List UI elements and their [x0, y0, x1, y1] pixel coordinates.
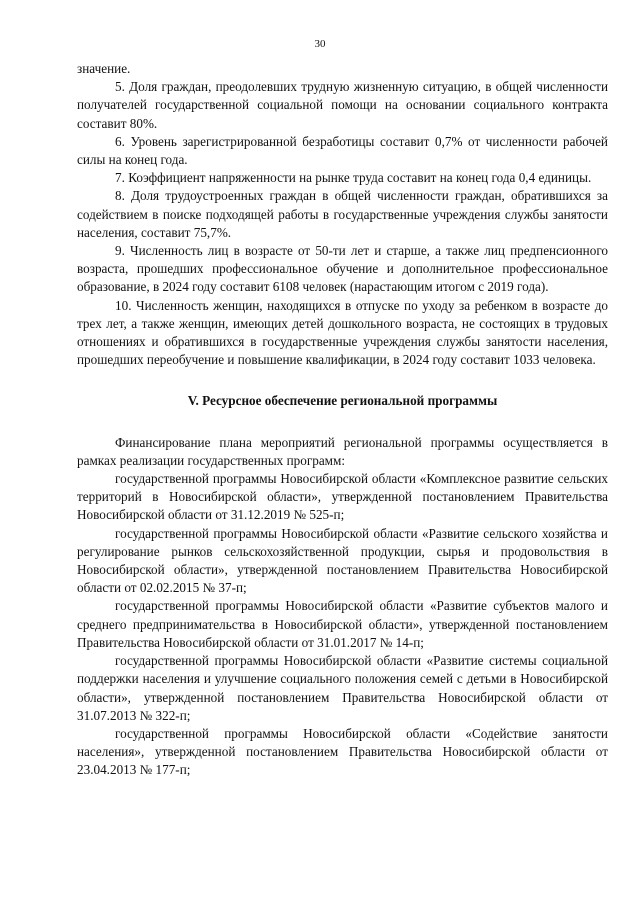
paragraph-item-7: 7. Коэффициент напряженности на рынке труда составит на конец года 0,4 единицы.: [115, 170, 592, 186]
paragraph-program-agriculture: государственной программы Новосибирской области «Развитие сельского хозяйства и регулирование рынков сельскохозяйственной продукции, сырья и продовольствия в Новосибирской области», утвержденной постановлением Правительства Новосибирской области от 02.02.2015 № 37-п;: [77, 525, 608, 596]
paragraph-item-5: 5. Доля граждан, преодолевших трудную жизненную ситуацию, в общей численности получателей государственной социальной помощи на основании социального контракта составит 80%.: [77, 79, 608, 131]
page-number: 30: [314, 38, 326, 50]
paragraph-program-employment: государственной программы Новосибирской области «Содействие занятости населения», утвержденной постановлением Правительства Новосибирской области от 23.04.2013 № 177-п;: [77, 725, 608, 778]
paragraph-item-10: 10. Численность женщин, находящихся в отпуске по уходу за ребенком в возрасте до трех лет, а также женщин, имеющих детей дошкольного возраста, не состоящих в трудовых отношениях и обратившихся в государственные учреждения службы занятости населения, прошедших переобучение и повышение квалификации, в 2024 году составит 1033 человека.: [77, 297, 608, 368]
paragraph-continuation: значение.: [77, 61, 131, 76]
paragraph-item-9: 9. Численность лиц в возрасте от 50-ти лет и старше, а также лиц предпенсионного возраста, прошедших профессиональное обучение и дополнительное профессиональное образование, в 2024 году составит 6108 человек (нарастающим итогом с 2019 года).: [77, 243, 608, 295]
paragraph-program-social: государственной программы Новосибирской области «Развитие системы социальной поддержки населения и улучшение социального положения семей с детьми в Новосибирской области», утвержденной постановлением Правительства Новосибирской области от 31.07.2013 № 322-п;: [77, 653, 608, 723]
section-heading: V. Ресурсное обеспечение региональной программы: [187, 393, 498, 409]
paragraph-item-8: 8. Доля трудоустроенных граждан в общей численности граждан, обратившихся за содействием в поиске подходящей работы в государственные учреждения службы занятости населения, составит 75,7%.: [77, 188, 608, 240]
paragraph-financing: Финансирование плана мероприятий региональной программы осуществляется в рамках реализации государственных программ:: [77, 434, 608, 468]
paragraph-program-business: государственной программы Новосибирской области «Развитие субъектов малого и среднего предпринимательства в Новосибирской области», утвержденной постановлением Правительства Новосибирской области от 31.01.2017 № 14-п;: [77, 598, 608, 650]
paragraph-item-6: 6. Уровень зарегистрированной безработицы составит 0,7% от численности рабочей силы на конец года.: [77, 133, 608, 168]
document-body: [77, 60, 608, 780]
paragraph-program-rural: государственной программы Новосибирской области «Комплексное развитие сельских территорий в Новосибирской области», утвержденной постановлением Правительства Новосибирской области от 31.12.2019 № 525-п;: [77, 471, 608, 523]
